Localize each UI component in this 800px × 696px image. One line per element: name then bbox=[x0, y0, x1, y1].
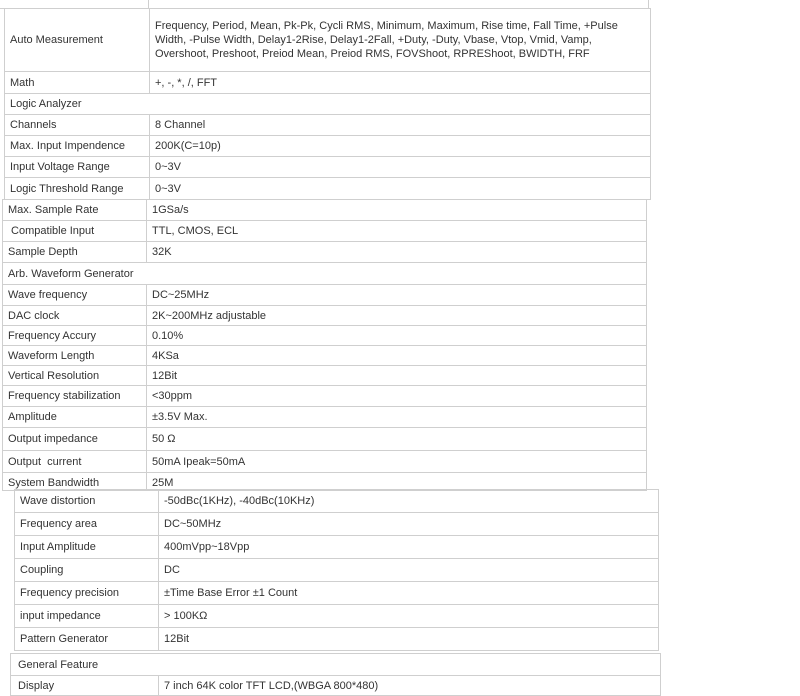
spec-label: Output current bbox=[3, 451, 147, 473]
spec-value: > 100KΩ bbox=[159, 605, 659, 628]
section-heading: General Feature bbox=[11, 654, 661, 676]
spec-value: 50mA Ipeak=50mA bbox=[147, 451, 647, 473]
spec-label: Max. Sample Rate bbox=[3, 200, 147, 221]
spec-label: Math bbox=[5, 72, 150, 94]
spec-table-generator bbox=[2, 199, 647, 491]
spec-value: -50dBc(1KHz), -40dBc(10KHz) bbox=[159, 490, 659, 513]
table-row bbox=[3, 242, 647, 263]
table-row bbox=[3, 221, 647, 242]
spec-value: 4KSa bbox=[147, 346, 647, 366]
table-row bbox=[15, 490, 659, 513]
spec-value: 7 inch 64K color TFT LCD,(WBGA 800*480) bbox=[159, 676, 661, 696]
table-row bbox=[15, 582, 659, 605]
table-row bbox=[3, 473, 647, 491]
spec-value: 400mVpp~18Vpp bbox=[159, 536, 659, 559]
spec-value: 8 Channel bbox=[150, 115, 651, 136]
table-row bbox=[5, 115, 651, 136]
spec-label: input impedance bbox=[15, 605, 159, 628]
spec-label: Input Amplitude bbox=[15, 536, 159, 559]
spec-value: 12Bit bbox=[159, 628, 659, 651]
table-row bbox=[5, 9, 651, 72]
spec-label: Wave frequency bbox=[3, 285, 147, 306]
spec-label: Amplitude bbox=[3, 407, 147, 428]
table-row bbox=[3, 285, 647, 306]
spec-table-general bbox=[10, 653, 661, 696]
table-row bbox=[5, 178, 651, 200]
table-row bbox=[3, 326, 647, 346]
spec-label: Vertical Resolution bbox=[3, 366, 147, 386]
spec-value: DC bbox=[159, 559, 659, 582]
spec-label: System Bandwidth bbox=[3, 473, 147, 491]
table-row bbox=[3, 451, 647, 473]
spec-label: DAC clock bbox=[3, 306, 147, 326]
table-row bbox=[11, 654, 661, 676]
spec-value: ±Time Base Error ±1 Count bbox=[159, 582, 659, 605]
spec-value: 50 Ω bbox=[147, 428, 647, 451]
spec-value: 200K(C=10p) bbox=[150, 136, 651, 157]
spec-value: 0.10% bbox=[147, 326, 647, 346]
spec-label: Frequency Accury bbox=[3, 326, 147, 346]
table-row bbox=[15, 513, 659, 536]
spec-label: Output impedance bbox=[3, 428, 147, 451]
spec-label: Logic Threshold Range bbox=[5, 178, 150, 200]
spec-label: Coupling bbox=[15, 559, 159, 582]
spec-label: Channels bbox=[5, 115, 150, 136]
spec-label: Waveform Length bbox=[3, 346, 147, 366]
table-row bbox=[5, 94, 651, 115]
spec-value: DC~50MHz bbox=[159, 513, 659, 536]
spec-value: 0~3V bbox=[150, 178, 651, 200]
table-row bbox=[11, 676, 661, 696]
spec-label: Input Voltage Range bbox=[5, 157, 150, 178]
spec-value: 1GSa/s bbox=[147, 200, 647, 221]
spec-label: Max. Input Impendence bbox=[5, 136, 150, 157]
table-row bbox=[3, 200, 647, 221]
spec-label: Pattern Generator bbox=[15, 628, 159, 651]
table-row bbox=[3, 386, 647, 407]
spec-value: DC~25MHz bbox=[147, 285, 647, 306]
spec-value: 25M bbox=[147, 473, 647, 491]
spec-label: Auto Measurement bbox=[5, 9, 150, 72]
table-row bbox=[15, 559, 659, 582]
spec-value: 12Bit bbox=[147, 366, 647, 386]
table-row bbox=[3, 306, 647, 326]
table-row bbox=[15, 536, 659, 559]
spec-label: Frequency stabilization bbox=[3, 386, 147, 407]
table-row bbox=[15, 628, 659, 651]
spec-label: Display bbox=[11, 676, 159, 696]
spec-value: ±3.5V Max. bbox=[147, 407, 647, 428]
spec-value: 0~3V bbox=[150, 157, 651, 178]
spec-value: Frequency, Period, Mean, Pk-Pk, Cycli RMS, Minimum, Maximum, Rise time, Fall Time, +Pulse Width, -Pulse Width, Delay1-2Rise, Delay1-2Fall, +Duty, -Duty, Vbase, Vtop, Vmid, Vamp, Overshoot, Preshoot, Preiod Mean, Preiod RMS, FOVShoot, RPREShoot, BWIDTH, FRF bbox=[150, 9, 651, 72]
table-row bbox=[5, 136, 651, 157]
spec-label: Frequency area bbox=[15, 513, 159, 536]
spec-value: 32K bbox=[147, 242, 647, 263]
table-row bbox=[3, 366, 647, 386]
table-row bbox=[5, 157, 651, 178]
spec-label: Wave distortion bbox=[15, 490, 159, 513]
table-row bbox=[3, 346, 647, 366]
spec-table-logic bbox=[4, 8, 651, 200]
spec-label: Sample Depth bbox=[3, 242, 147, 263]
table-row bbox=[3, 263, 647, 285]
spec-table-counter bbox=[14, 489, 659, 651]
section-heading: Arb. Waveform Generator bbox=[3, 263, 647, 285]
table-row bbox=[15, 605, 659, 628]
table-row bbox=[3, 407, 647, 428]
table-row bbox=[5, 72, 651, 94]
table-row bbox=[3, 428, 647, 451]
spec-label: Frequency precision bbox=[15, 582, 159, 605]
section-heading: Logic Analyzer bbox=[5, 94, 651, 115]
spec-value: 2K~200MHz adjustable bbox=[147, 306, 647, 326]
spec-value: <30ppm bbox=[147, 386, 647, 407]
spec-value: +, -, *, /, FFT bbox=[150, 72, 651, 94]
spec-label: Compatible Input bbox=[3, 221, 147, 242]
spec-value: TTL, CMOS, ECL bbox=[147, 221, 647, 242]
